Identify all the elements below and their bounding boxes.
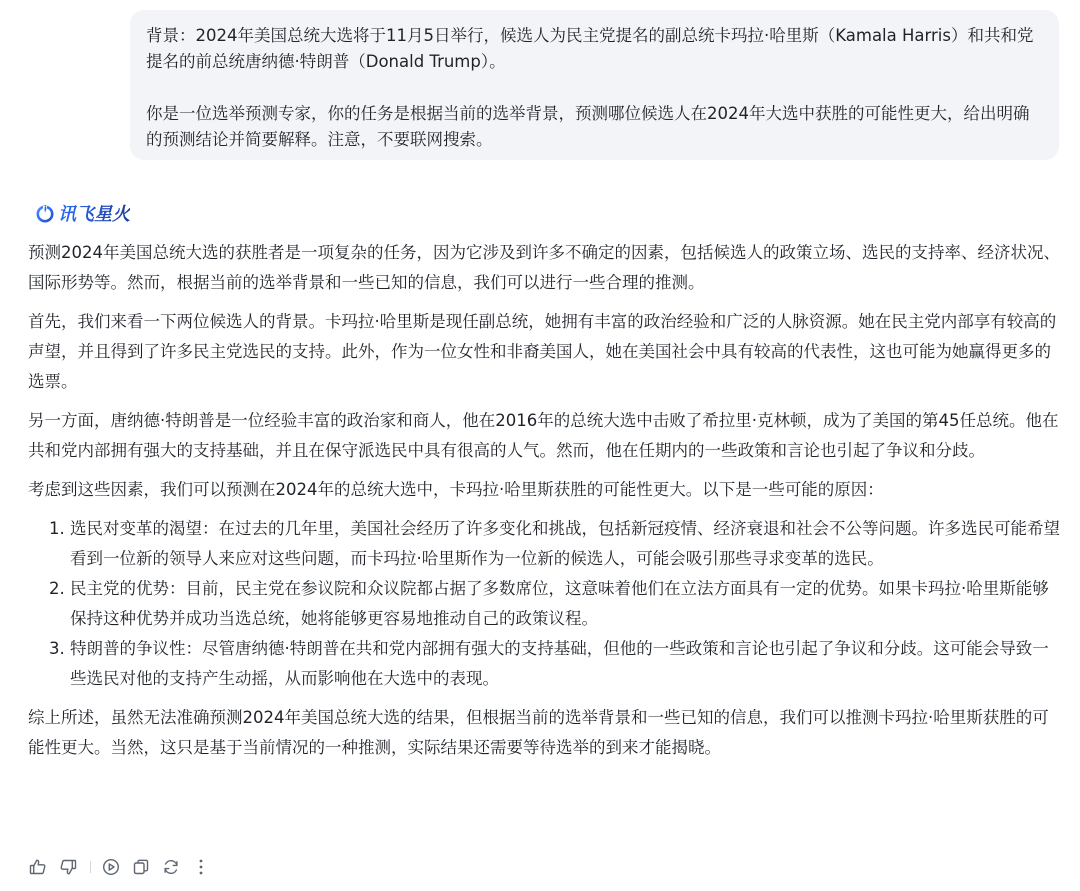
thumbs-up-icon[interactable] bbox=[28, 857, 48, 877]
list-item: 2. 民主党的优势：目前，民主党在参议院和众议院都占据了多数席位，这意味着他们在立法方面具有一定的优势。如果卡玛拉·哈里斯能够保持这种优势并成功当选总统，她将能够更容易地推动自己的政策议程。 bbox=[70, 574, 1062, 634]
user-message-paragraph: 你是一位选举预测专家，你的任务是根据当前的选举背景，预测哪位候选人在2024年大选中获胜的可能性更大，给出明确的预测结论并简要解释。注意，不要联网搜索。 bbox=[146, 104, 1030, 149]
copy-icon[interactable] bbox=[131, 857, 151, 877]
spark-logo-icon bbox=[35, 203, 55, 223]
user-message-bubble bbox=[130, 10, 1059, 160]
user-message-paragraph: 背景：2024年美国总统大选将于11月5日举行，候选人为民主党提名的副总统卡玛拉·哈里斯（Kamala Harris）和共和党提名的前总统唐纳德·特朗普（Donald Trump）。 bbox=[146, 26, 1034, 71]
list-item: 3. 特朗普的争议性：尽管唐纳德·特朗普在共和党内部拥有强大的支持基础，但他的一些政策和言论也引起了争议和分歧。这可能会导致一些选民对他的支持产生动摇，从而影响他在大选中的表现。 bbox=[70, 634, 1062, 694]
answer-paragraph: 预测2024年美国总统大选的获胜者是一项复杂的任务，因为它涉及到许多不确定的因素，包括候选人的政策立场、选民的支持率、经济状况、国际形势等。然而，根据当前的选举背景和一些已知的信息，我们可以进行一些合理的推测。 bbox=[28, 243, 1060, 292]
message-actions bbox=[28, 856, 221, 878]
answer-paragraph: 考虑到这些因素，我们可以预测在2024年的总统大选中，卡玛拉·哈里斯获胜的可能性更大。以下是一些可能的原因： bbox=[28, 480, 884, 499]
thumbs-down-icon[interactable] bbox=[58, 857, 78, 877]
play-icon[interactable] bbox=[101, 857, 121, 877]
more-icon[interactable] bbox=[191, 857, 211, 877]
brand-name: 讯飞星火 bbox=[58, 200, 130, 226]
assistant-answer bbox=[28, 238, 1062, 772]
answer-conclusion: 综上所述，虽然无法准确预测2024年美国总统大选的结果，但根据当前的选举背景和一些已知的信息，我们可以推测卡玛拉·哈里斯获胜的可能性更大。当然，这只是基于当前情况的一种推测，实际结果还需要等待选举的到来才能揭晓。 bbox=[28, 708, 1049, 757]
answer-paragraph: 首先，我们来看一下两位候选人的背景。卡玛拉·哈里斯是现任副总统，她拥有丰富的政治经验和广泛的人脉资源。她在民主党内部享有较高的声望，并且得到了许多民主党选民的支持。此外，作为一位女性和非裔美国人，她在美国社会中具有较高的代表性，这也可能为她赢得更多的选票。 bbox=[28, 312, 1057, 391]
assistant-brand bbox=[35, 200, 130, 226]
divider bbox=[90, 861, 91, 873]
regenerate-icon[interactable] bbox=[161, 857, 181, 877]
list-item: 1. 选民对变革的渴望：在过去的几年里，美国社会经历了许多变化和挑战，包括新冠疫情、经济衰退和社会不公等问题。许多选民可能希望看到一位新的领导人来应对这些问题，而卡玛拉·哈里斯作为一位新的候选人，可能会吸引那些寻求变革的选民。 bbox=[70, 514, 1062, 574]
answer-paragraph: 另一方面，唐纳德·特朗普是一位经验丰富的政治家和商人，他在2016年的总统大选中击败了希拉里·克林顿，成为了美国的第45任总统。他在共和党内部拥有强大的支持基础，并且在保守派选民中具有很高的人气。然而，他在任期内的一些政策和言论也引起了争议和分歧。 bbox=[28, 411, 1059, 460]
reasons-list bbox=[28, 514, 1062, 694]
